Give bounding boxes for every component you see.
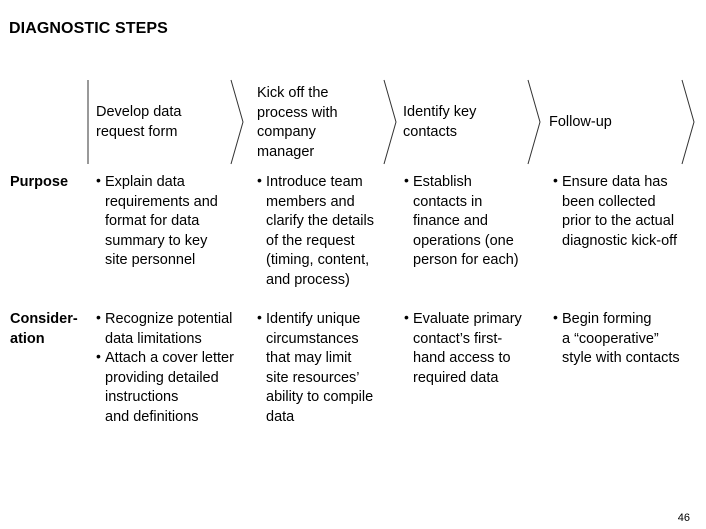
bullet-icon: • (257, 172, 262, 188)
step-label-identify: Identify key contacts (403, 104, 477, 140)
bullet-item (96, 349, 234, 427)
page-title: DIAGNOSTIC STEPS (9, 20, 168, 37)
row-label-consideration: Consider- ation (10, 311, 78, 347)
bullet-icon: • (257, 309, 262, 325)
bullet-text: Explain data requirements and format for data summary to key site personnel (105, 174, 218, 268)
chevron-shape-1 (231, 80, 243, 164)
bullet-text: Identify unique circumstances that may limit site resources’ ability to compile data (266, 311, 374, 425)
step-label-followup: Follow-up (549, 114, 612, 130)
chevron-shape-3 (528, 80, 540, 164)
chevron-shape-2 (384, 80, 396, 164)
bullet-text: Establish contacts in finance and operations (one person for each) (413, 174, 519, 268)
chevron-shape-4 (682, 80, 694, 164)
purpose-cell-4 (553, 173, 677, 251)
bullet-icon: • (404, 172, 409, 188)
bullet-item (96, 310, 234, 349)
bullet-item (96, 173, 218, 271)
bullet-item (553, 173, 677, 251)
purpose-cell-3 (404, 173, 519, 271)
bullet-item (553, 310, 680, 369)
step-label-kickoff: Kick off the process with company manager (257, 85, 338, 160)
bullet-item (257, 310, 373, 427)
bullet-icon: • (96, 309, 101, 325)
row-label-purpose: Purpose (10, 174, 69, 190)
consideration-cell-1 (96, 310, 234, 427)
bullet-text: Attach a cover letter providing detailed instructions and definitions (105, 350, 234, 425)
consideration-cell-4 (553, 310, 680, 369)
bullet-text: Recognize potential data limitations (105, 311, 233, 347)
bullet-item (257, 173, 374, 290)
bullet-icon: • (96, 172, 101, 188)
bullet-icon: • (96, 348, 101, 364)
bullet-icon: • (404, 309, 409, 325)
purpose-cell-1 (96, 173, 218, 271)
page-number: 46 (677, 512, 690, 524)
bullet-item (404, 310, 522, 388)
consideration-cell-3 (404, 310, 522, 388)
bullet-text: Introduce team members and clarify the details of the request (timing, content, and process) (266, 174, 374, 288)
bullet-item (404, 173, 519, 271)
bullet-icon: • (553, 172, 558, 188)
purpose-cell-2 (257, 173, 374, 290)
bullet-text: Evaluate primary contact’s first- hand access to required data (413, 311, 522, 386)
step-label-develop: Develop data request form (96, 104, 182, 140)
consideration-cell-2 (257, 310, 373, 427)
bullet-icon: • (553, 309, 558, 325)
bullet-text: Ensure data has been collected prior to the actual diagnostic kick-off (562, 174, 677, 249)
bullet-text: Begin forming a “cooperative” style with contacts (562, 311, 680, 366)
